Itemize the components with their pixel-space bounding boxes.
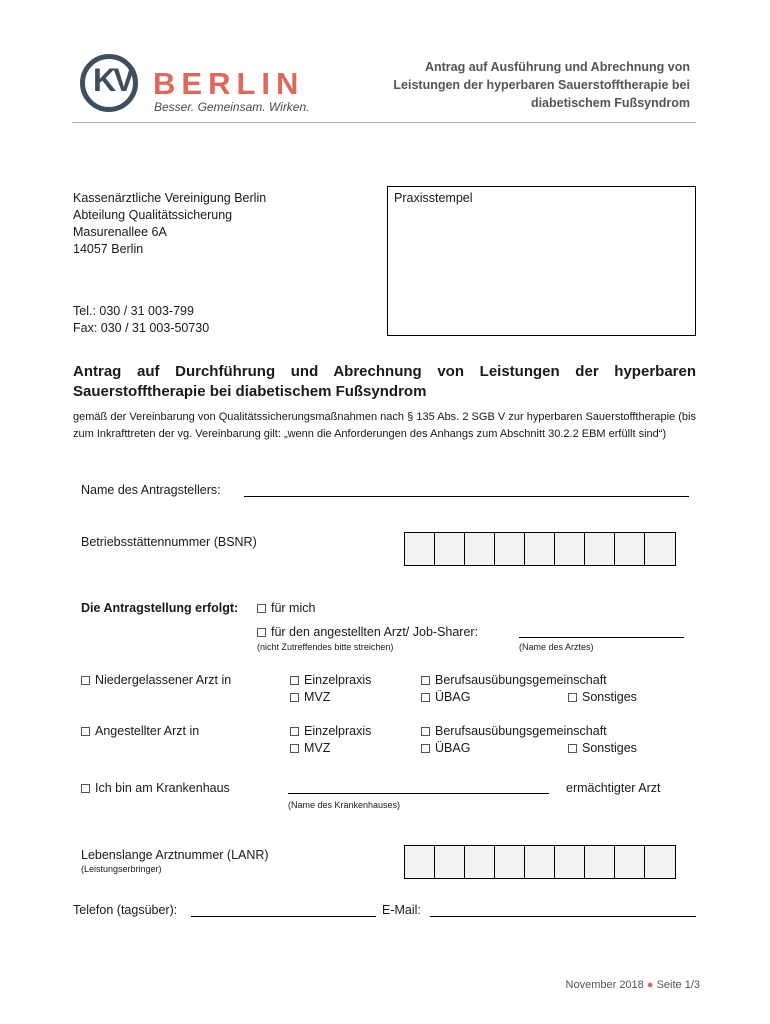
checkbox-icon[interactable] <box>290 676 299 685</box>
application-label: Die Antragstellung erfolgt: <box>81 601 239 615</box>
option-hospital[interactable] <box>81 781 230 795</box>
lanr-digit[interactable] <box>495 846 525 878</box>
option-mvz[interactable] <box>290 690 330 704</box>
lanr-hint: (Leistungserbringer) <box>81 864 162 874</box>
applicant-name-field[interactable] <box>244 496 689 497</box>
email-label: E-Mail: <box>382 903 421 917</box>
form-intro: gemäß der Vereinbarung von Qualitätssicherungsmaßnahmen nach § 135 Abs. 2 SGB V zur hyperbaren Sauerstofftherapie (bis zum Inkrafttreten der vg. Vereinbarung gilt: „wenn die Anforderungen des Anhangs zum Abschnitt 30.2.2 EBM erfüllt sind“) <box>73 411 696 440</box>
page-footer <box>566 979 700 991</box>
bsnr-input[interactable] <box>404 532 676 566</box>
lanr-digit[interactable] <box>645 846 675 878</box>
bullet-icon: ● <box>646 979 654 991</box>
option-sonstiges[interactable] <box>568 690 637 704</box>
address-line: 14057 Berlin <box>73 242 144 256</box>
form-title: Antrag auf Durchführung und Abrechnung von Leistungen der hyperbaren Sauerstofftherapie bei diabetischem Fußsyndrom <box>73 363 696 400</box>
lanr-digit[interactable] <box>585 846 615 878</box>
checkbox-icon[interactable] <box>421 676 430 685</box>
bsnr-digit[interactable] <box>615 533 645 565</box>
option-uebag-label: ÜBAG <box>435 741 471 755</box>
address-line: Masurenallee 6A <box>73 225 167 239</box>
hospital-name-hint: (Name des Krankenhauses) <box>288 800 401 810</box>
option-bag-2[interactable] <box>421 724 607 738</box>
doctor-name-field[interactable] <box>519 637 684 638</box>
option-mvz-label: MVZ <box>304 690 331 704</box>
phone-field[interactable] <box>191 916 376 917</box>
applicant-name-label: Name des Antragstellers: <box>81 483 221 497</box>
lanr-digit[interactable] <box>615 846 645 878</box>
email-field[interactable] <box>430 916 696 917</box>
phone-number: Tel.: 030 / 31 003-799 <box>73 304 194 318</box>
checkbox-icon[interactable] <box>290 693 299 702</box>
checkbox-icon[interactable] <box>568 744 577 753</box>
checkbox-icon[interactable] <box>81 784 90 793</box>
logo-slogan: Besser. Gemeinsam. Wirken. <box>154 100 310 114</box>
bsnr-digit[interactable] <box>555 533 585 565</box>
option-bag-label: Berufsausübungsgemeinschaft <box>435 724 607 738</box>
option-bag[interactable] <box>421 673 607 687</box>
lanr-digit[interactable] <box>405 846 435 878</box>
checkbox-icon[interactable] <box>421 744 430 753</box>
option-uebag-label: ÜBAG <box>435 690 471 704</box>
option-uebag-2[interactable] <box>421 741 470 755</box>
option-einzelpraxis-label: Einzelpraxis <box>304 724 372 738</box>
lanr-digit[interactable] <box>525 846 555 878</box>
practice-stamp-box[interactable] <box>387 186 696 336</box>
option-for-employed[interactable] <box>257 625 478 639</box>
bsnr-digit[interactable] <box>585 533 615 565</box>
address-line: Abteilung Qualitätssicherung <box>73 208 233 222</box>
checkbox-icon[interactable] <box>421 693 430 702</box>
bsnr-label: Betriebsstättennummer (BSNR) <box>81 535 257 549</box>
bsnr-digit[interactable] <box>435 533 465 565</box>
checkbox-icon[interactable] <box>421 727 430 736</box>
bsnr-digit[interactable] <box>495 533 525 565</box>
option-for-employed-label: für den angestellten Arzt/ Job-Sharer: <box>271 625 479 639</box>
checkbox-icon[interactable] <box>257 628 266 637</box>
option-niedergelassen-label: Niedergelassener Arzt in <box>95 673 232 687</box>
option-niedergelassen[interactable] <box>81 673 231 687</box>
header-title-line: diabetischem Fußsyndrom <box>530 96 690 110</box>
contact-info <box>73 303 209 337</box>
header-title-line: Antrag auf Ausführung und Abrechnung von <box>424 60 690 74</box>
hospital-name-field[interactable] <box>288 793 549 794</box>
option-angestellt-label: Angestellter Arzt in <box>95 724 200 738</box>
strike-hint: (nicht Zutreffendes bitte streichen) <box>257 642 394 652</box>
checkbox-icon[interactable] <box>290 727 299 736</box>
address-line: Kassenärztliche Vereinigung Berlin <box>73 191 267 205</box>
lanr-digit[interactable] <box>555 846 585 878</box>
footer-page: Seite 1/3 <box>656 979 700 991</box>
option-mvz-label: MVZ <box>304 741 331 755</box>
practice-stamp-label: Praxisstempel <box>394 191 473 205</box>
checkbox-icon[interactable] <box>290 744 299 753</box>
option-bag-label: Berufsausübungsgemeinschaft <box>435 673 607 687</box>
header-divider <box>72 122 696 123</box>
option-einzelpraxis-2[interactable] <box>290 724 371 738</box>
option-for-me[interactable] <box>257 601 315 615</box>
bsnr-digit[interactable] <box>645 533 675 565</box>
option-sonstiges-label: Sonstiges <box>582 690 637 704</box>
logo-mark: KV <box>93 62 132 98</box>
checkbox-icon[interactable] <box>81 727 90 736</box>
option-einzelpraxis-label: Einzelpraxis <box>304 673 372 687</box>
header-title <box>330 58 690 112</box>
fax-number: Fax: 030 / 31 003-50730 <box>73 321 210 335</box>
option-uebag[interactable] <box>421 690 470 704</box>
lanr-label: Lebenslange Arztnummer (LANR) <box>81 848 269 862</box>
footer-date: November 2018 <box>565 979 644 991</box>
option-angestellt[interactable] <box>81 724 199 738</box>
phone-label: Telefon (tagsüber): <box>73 903 178 917</box>
option-sonstiges-label: Sonstiges <box>582 741 637 755</box>
header-title-line: Leistungen der hyperbaren Sauerstofftherapie bei <box>393 78 690 92</box>
checkbox-icon[interactable] <box>568 693 577 702</box>
logo-city: BERLIN <box>153 66 305 101</box>
authorized-doctor-label: ermächtigter Arzt <box>566 781 661 795</box>
option-mvz-2[interactable] <box>290 741 330 755</box>
bsnr-digit[interactable] <box>465 533 495 565</box>
option-einzelpraxis[interactable] <box>290 673 371 687</box>
doctor-name-hint: (Name des Arztes) <box>519 642 594 652</box>
lanr-digit[interactable] <box>435 846 465 878</box>
option-sonstiges-2[interactable] <box>568 741 637 755</box>
lanr-input[interactable] <box>404 845 676 879</box>
checkbox-icon[interactable] <box>81 676 90 685</box>
checkbox-icon[interactable] <box>257 604 266 613</box>
bsnr-digit[interactable] <box>405 533 435 565</box>
option-for-me-label: für mich <box>271 601 316 615</box>
option-hospital-label: Ich bin am Krankenhaus <box>95 781 230 795</box>
recipient-address <box>73 190 266 258</box>
bsnr-digit[interactable] <box>525 533 555 565</box>
lanr-digit[interactable] <box>465 846 495 878</box>
